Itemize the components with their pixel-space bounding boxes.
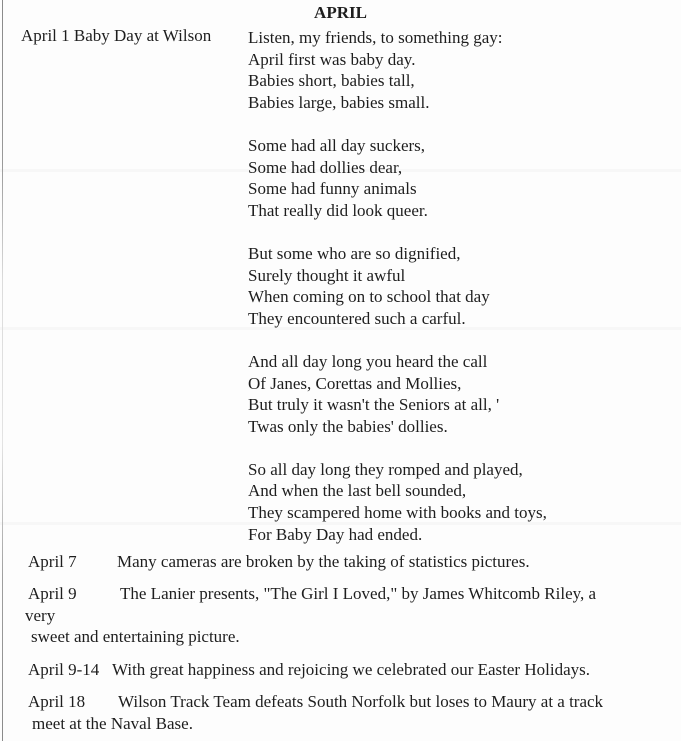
event-line-continuation: sweet and entertaining picture. [31,627,240,646]
poem-line: But some who are so dignified, [248,243,461,263]
poem-stanza [248,351,547,437]
baby-day-poem [248,27,547,545]
poem-line: When coming on to school that day [248,287,490,307]
poem-line: Twas only the babies' dollies. [248,416,448,436]
poem-line: So all day long they romped and played, [248,459,523,479]
poem-line: And when the last bell sounded, [248,481,467,501]
event-text: The Lanier presents, "The Girl I Loved," by James Whitcomb Riley, a [120,584,597,603]
poem-line: And all day long you heard the call [248,351,488,371]
poem-stanza [248,243,547,329]
event-entry-april-9-14 [0,659,681,681]
event-entry-april-18 [0,691,681,734]
poem-line: Babies short, babies tall, [248,71,415,91]
poem-stanza [248,135,547,221]
poem-stanza [248,27,547,113]
poem-line: They scampered home with books and toys, [248,503,547,523]
event-line-continuation: meet at the Naval Base. [32,713,193,733]
poem-line: Some had all day suckers, [248,135,426,155]
event-text: Wilson Track Team defeats South Norfolk but loses to Maury at a track [118,692,604,711]
event-line [0,551,681,573]
poem-line: Some had dollies dear, [248,157,403,177]
event-line-continuation: very [25,605,56,625]
event-label-april-1: April 1 Baby Day at Wilson [21,26,212,45]
event-entry-april-7 [0,551,681,573]
event-entry-april-9 [0,583,681,648]
poem-line: Some had funny animals [248,179,417,199]
event-date: April 7 [28,552,77,571]
event-date: April 18 [28,692,86,711]
poem-line: But truly it wasn't the Seniors at all, ' [248,395,500,415]
poem-line: Babies large, babies small. [248,92,430,112]
poem-stanza [248,459,547,545]
poem-line: For Baby Day had ended. [248,524,423,544]
poem-line: Surely thought it awful [248,265,406,285]
poem-line: Listen, my friends, to something gay: [248,28,503,47]
poem-line: April first was baby day. [248,49,416,69]
event-text: With great happiness and rejoicing we celebrated our Easter Holidays. [112,660,590,679]
poem-line: That really did look queer. [248,200,428,220]
event-line [0,659,681,681]
page-title: APRIL [314,3,367,22]
poem-line: Of Janes, Corettas and Mollies, [248,373,462,393]
event-line [0,583,681,605]
event-text: Many cameras are broken by the taking of statistics pictures. [117,552,530,571]
poem-line: They encountered such a carful. [248,308,466,328]
event-date: April 9 [28,584,77,603]
event-line [0,691,681,713]
event-date: April 9-14 [28,660,100,679]
